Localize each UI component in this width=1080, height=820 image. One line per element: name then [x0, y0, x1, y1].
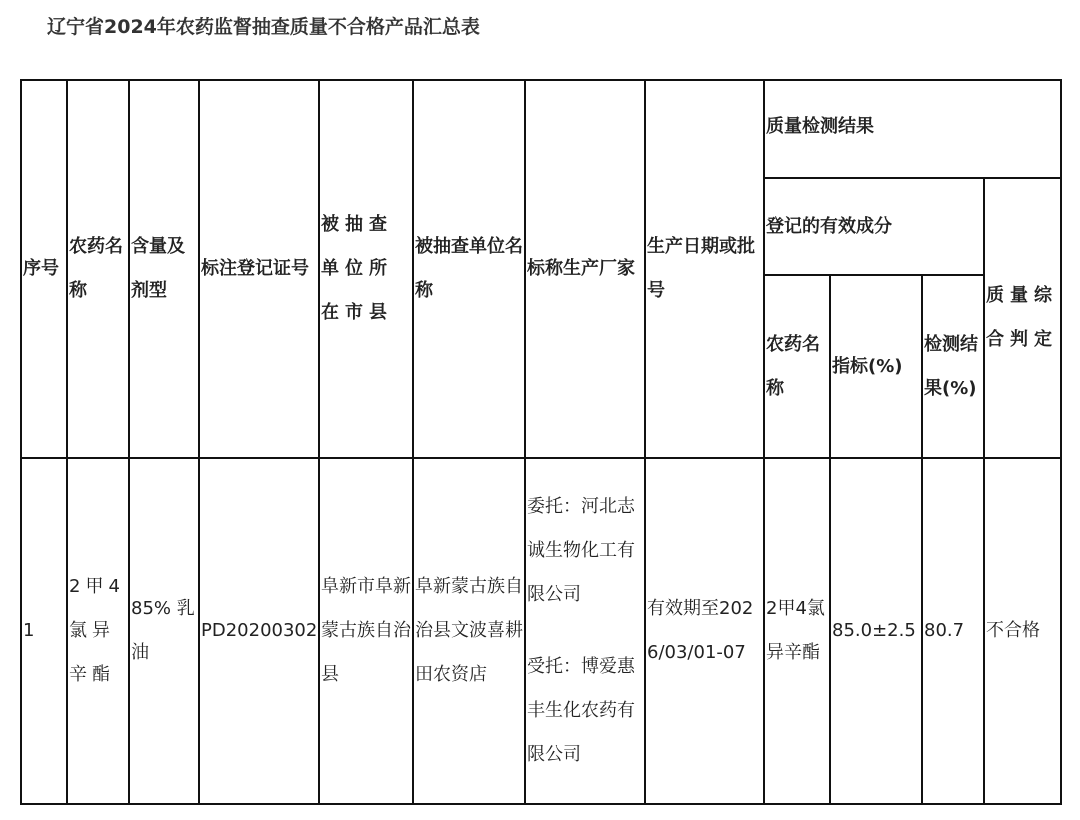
cell-prod-date: 有效期至2026/03/01-07 — [645, 458, 764, 804]
cell-content-form: 85% 乳油 — [129, 458, 199, 804]
cell-judgement: 不合格 — [984, 458, 1061, 804]
cell-county: 阜新市阜新蒙古族自治县 — [319, 458, 413, 804]
header-prod-date: 生产日期或批号 — [645, 80, 764, 458]
header-content-form: 含量及剂型 — [129, 80, 199, 458]
header-registered-component: 登记的有效成分 — [764, 178, 984, 275]
cell-component-name: 2甲4氯异辛酯 — [764, 458, 830, 804]
cell-manufacturer — [525, 458, 645, 804]
manufacturer-entrusted: 受托：博爱惠丰生化农药有限公司 — [527, 656, 635, 765]
cell-reg-no: PD20200302 — [199, 458, 319, 804]
table-row — [21, 458, 1061, 804]
header-sub-pesticide-name: 农药名称 — [764, 275, 830, 458]
cell-index: 85.0±2.5 — [830, 458, 922, 804]
header-county: 被抽查单位所在市县 — [319, 80, 413, 458]
header-sub-index: 指标(%) — [830, 275, 922, 458]
cell-unit-name: 阜新蒙古族自治县文波喜耕田农资店 — [413, 458, 525, 804]
header-reg-no: 标注登记证号 — [199, 80, 319, 458]
cell-pesticide-name: 2甲4氯异辛酯 — [67, 458, 129, 804]
page-title: 辽宁省2024年农药监督抽查质量不合格产品汇总表 — [47, 16, 480, 38]
header-seq: 序号 — [21, 80, 67, 458]
header-sub-result: 检测结果(%) — [922, 275, 984, 458]
report-table — [20, 79, 1062, 805]
header-overall-judgement: 质量综合判定 — [984, 178, 1061, 458]
cell-seq: 1 — [21, 458, 67, 804]
header-manufacturer: 标称生产厂家 — [525, 80, 645, 458]
header-pesticide-name: 农药名称 — [67, 80, 129, 458]
header-unit-name: 被抽查单位名称 — [413, 80, 525, 458]
cell-result: 80.7 — [922, 458, 984, 804]
manufacturer-entrusting: 委托：河北志诚生物化工有限公司 — [527, 496, 635, 605]
header-quality-results: 质量检测结果 — [764, 80, 1061, 178]
